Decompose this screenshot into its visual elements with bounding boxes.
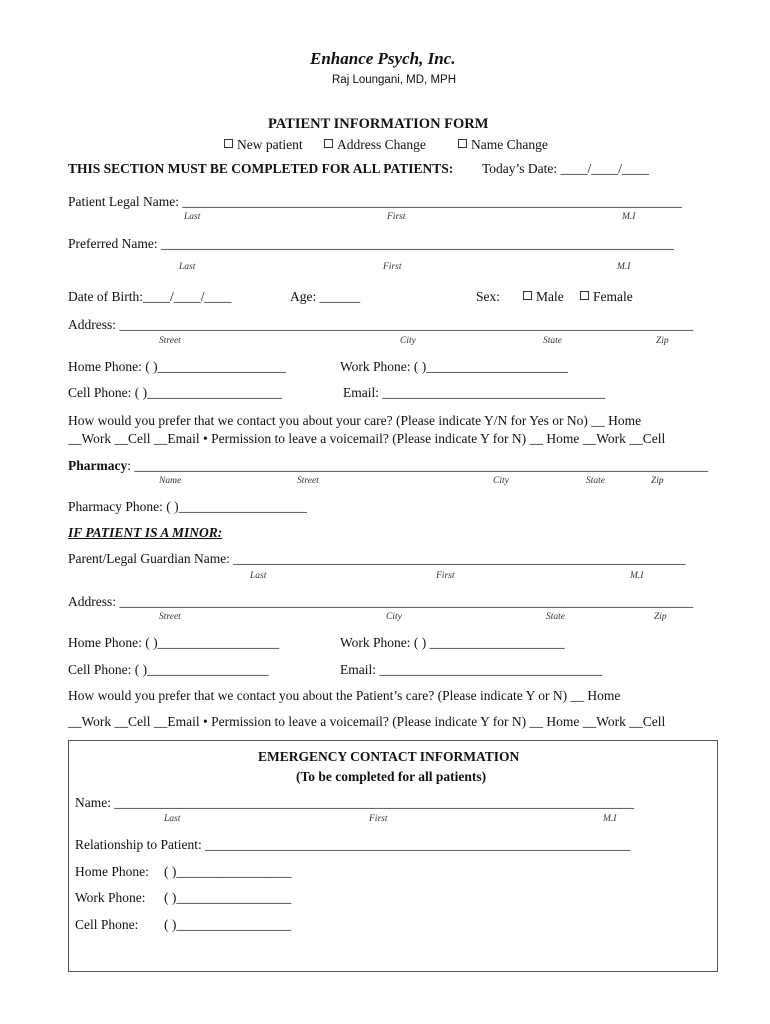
address-change-option[interactable]: Address Change — [324, 138, 426, 152]
emergency-heading: EMERGENCY CONTACT INFORMATION — [258, 749, 520, 764]
patient-address-field[interactable]: Address: _____________________________________________________________________________________ — [68, 317, 694, 332]
todays-date-field[interactable]: Today’s Date: ____/____/____ — [482, 161, 650, 176]
name-sub-mi: M.I — [622, 212, 636, 222]
pharmacy-sub-city: City — [493, 476, 509, 486]
name-sub-last: Last — [179, 262, 196, 272]
name-sub-mi: M.I — [603, 814, 617, 824]
guardian-work-phone-field[interactable]: Work Phone: ( ) ____________________ — [340, 635, 565, 650]
contact-preference-line2: __Work __Cell __Email • Permission to leave a voicemail? (Please indicate Y for N) __ Home __Work __Cell — [68, 431, 666, 446]
section-all-heading: THIS SECTION MUST BE COMPLETED FOR ALL PATIENTS: — [68, 161, 454, 176]
addr-sub-state: State — [543, 336, 562, 346]
emergency-cell-phone-label: Cell Phone: — [75, 917, 139, 932]
pharmacy-sub-street: Street — [297, 476, 319, 486]
addr-sub-city: City — [386, 612, 402, 622]
guardian-contact-preference-line1: How would you prefer that we contact you about the Patient’s care? (Please indicate Y or N) __ Home — [68, 688, 621, 703]
patient-legal-name-field[interactable]: Patient Legal Name: __________________________________________________________________________ — [68, 194, 682, 209]
addr-sub-street: Street — [159, 336, 181, 346]
name-sub-mi: M.I — [630, 571, 644, 581]
name-sub-first: First — [369, 814, 388, 824]
date-of-birth-field[interactable]: Date of Birth:____/____/____ — [68, 289, 232, 304]
checkbox-icon[interactable] — [224, 139, 233, 148]
guardian-address-field[interactable]: Address: _____________________________________________________________________________________ — [68, 594, 694, 609]
name-sub-last: Last — [164, 814, 181, 824]
preferred-name-field[interactable]: Preferred Name: ____________________________________________________________________________ — [68, 236, 674, 251]
checkbox-icon[interactable] — [324, 139, 333, 148]
name-sub-first: First — [436, 571, 455, 581]
pharmacy-phone-field[interactable]: Pharmacy Phone: ( )___________________ — [68, 499, 307, 514]
guardian-home-phone-field[interactable]: Home Phone: ( )__________________ — [68, 635, 280, 650]
cell-phone-field[interactable]: Cell Phone: ( )____________________ — [68, 385, 283, 400]
contact-preference-line1: How would you prefer that we contact you about your care? (Please indicate Y/N for Yes or No) __ Home — [68, 413, 642, 428]
addr-sub-zip: Zip — [654, 612, 667, 622]
guardian-contact-preference-line2: __Work __Cell __Email • Permission to leave a voicemail? (Please indicate Y for N) __ Home __Work __Cell — [68, 714, 666, 729]
email-field[interactable]: Email: _________________________________ — [343, 385, 606, 400]
pharmacy-field[interactable]: Pharmacy: _____________________________________________________________________________________ — [68, 458, 709, 473]
name-sub-last: Last — [184, 212, 201, 222]
checkbox-icon[interactable] — [458, 139, 467, 148]
emergency-name-field[interactable]: Name: _____________________________________________________________________________ — [75, 795, 635, 810]
new-patient-option[interactable]: New patient — [224, 138, 303, 152]
emergency-work-phone-label: Work Phone: — [75, 890, 146, 905]
addr-sub-street: Street — [159, 612, 181, 622]
female-option[interactable]: Female — [580, 290, 633, 304]
age-field[interactable]: Age: ______ — [290, 289, 361, 304]
pharmacy-sub-zip: Zip — [651, 476, 664, 486]
name-sub-last: Last — [250, 571, 267, 581]
addr-sub-zip: Zip — [656, 336, 669, 346]
sex-label: Sex: — [476, 289, 501, 304]
pharmacy-sub-state: State — [586, 476, 605, 486]
name-change-option[interactable]: Name Change — [458, 138, 548, 152]
form-title: PATIENT INFORMATION FORM — [268, 116, 489, 132]
name-sub-mi: M.I — [617, 262, 631, 272]
emergency-subheading: (To be completed for all patients) — [296, 769, 487, 784]
name-sub-first: First — [387, 212, 406, 222]
emergency-home-phone-field[interactable]: ( )_________________ — [164, 864, 292, 879]
practice-name: Enhance Psych, Inc. — [310, 49, 456, 68]
emergency-work-phone-field[interactable]: ( )_________________ — [164, 890, 292, 905]
checkbox-icon[interactable] — [523, 291, 532, 300]
addr-sub-state: State — [546, 612, 565, 622]
emergency-cell-phone-field[interactable]: ( )_________________ — [164, 917, 292, 932]
guardian-name-field[interactable]: Parent/Legal Guardian Name: ___________________________________________________________________ — [68, 551, 686, 566]
checkbox-icon[interactable] — [580, 291, 589, 300]
guardian-email-field[interactable]: Email: _________________________________ — [340, 662, 603, 677]
guardian-cell-phone-field[interactable]: Cell Phone: ( )__________________ — [68, 662, 269, 677]
name-sub-first: First — [383, 262, 402, 272]
emergency-home-phone-label: Home Phone: — [75, 864, 149, 879]
addr-sub-city: City — [400, 336, 416, 346]
relationship-field[interactable]: Relationship to Patient: _______________________________________________________________ — [75, 837, 631, 852]
minor-heading: IF PATIENT IS A MINOR: — [68, 525, 223, 540]
work-phone-field[interactable]: Work Phone: ( )_____________________ — [340, 359, 569, 374]
home-phone-field[interactable]: Home Phone: ( )___________________ — [68, 359, 286, 374]
doctor-name: Raj Loungani, MD, MPH — [332, 74, 456, 86]
pharmacy-sub-name: Name — [159, 476, 182, 486]
male-option[interactable]: Male — [523, 290, 564, 304]
